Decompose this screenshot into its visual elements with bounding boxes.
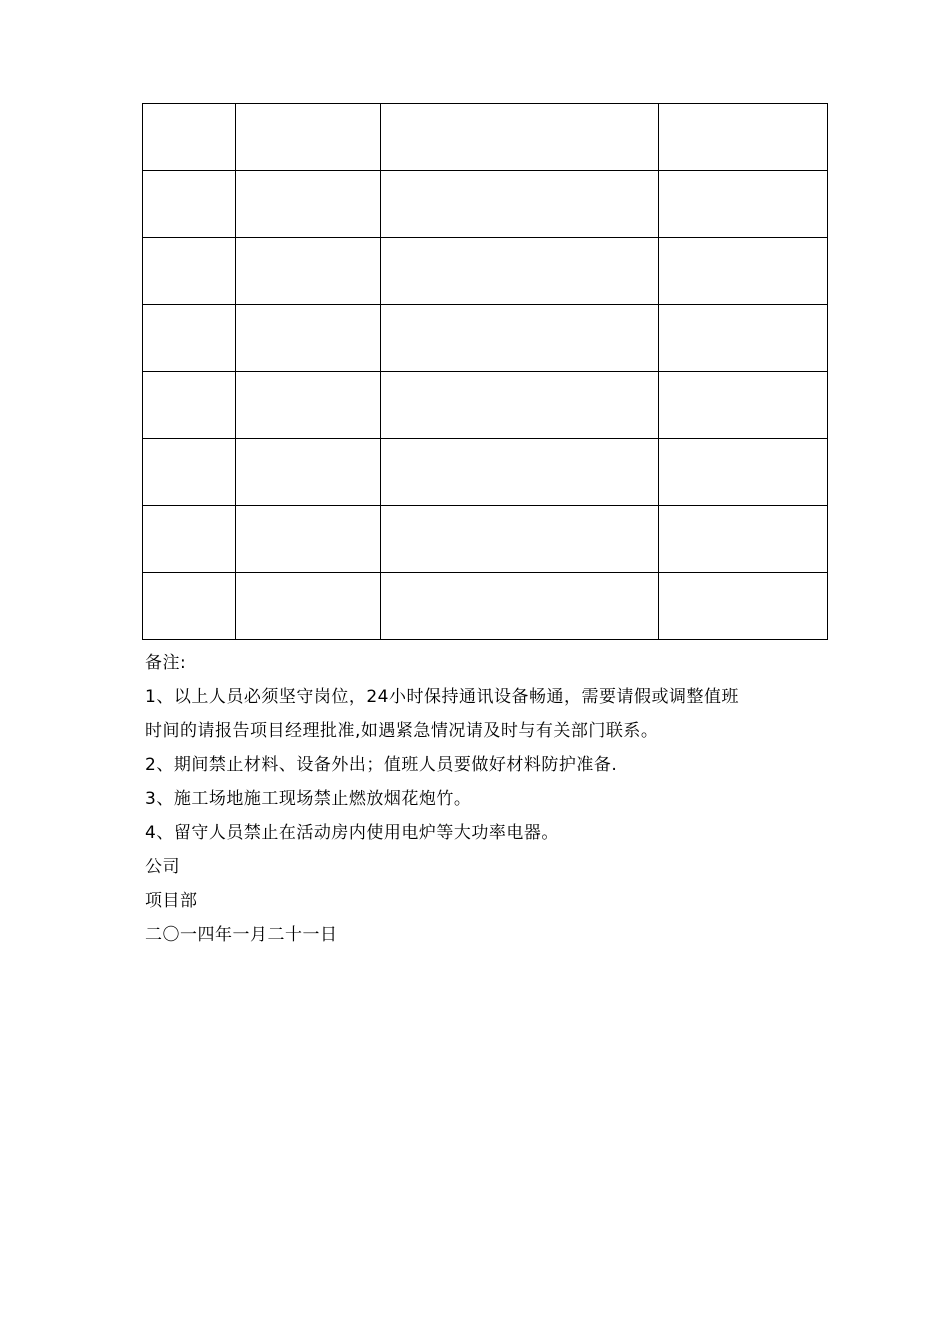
table-cell xyxy=(236,573,381,640)
table-cell xyxy=(236,439,381,506)
table-row xyxy=(143,305,828,372)
signature-date: 二〇一四年一月二十一日 xyxy=(145,925,338,945)
table-cell xyxy=(381,439,659,506)
table-cell xyxy=(381,305,659,372)
signature-department: 项目部 xyxy=(145,891,198,911)
notes-section xyxy=(145,646,835,952)
table-cell xyxy=(659,238,828,305)
table-cell xyxy=(381,372,659,439)
table-cell xyxy=(381,104,659,171)
notes-heading: 备注: xyxy=(145,653,187,673)
table-cell xyxy=(143,439,236,506)
table-cell xyxy=(381,573,659,640)
table-row xyxy=(143,439,828,506)
duty-roster-table xyxy=(142,103,828,640)
table-cell xyxy=(143,573,236,640)
table-cell xyxy=(659,305,828,372)
table-row xyxy=(143,372,828,439)
signature-company: 公司 xyxy=(145,857,180,877)
table-cell xyxy=(659,506,828,573)
table-cell xyxy=(236,305,381,372)
table-cell xyxy=(236,104,381,171)
table-cell xyxy=(236,238,381,305)
note-item-1-line-2: 时间的请报告项目经理批准,如遇紧急情况请及时与有关部门联系。 xyxy=(145,721,659,741)
note-item-1-line-1: 1、以上人员必须坚守岗位，24小时保持通讯设备畅通，需要请假或调整值班 xyxy=(145,687,739,707)
table-cell xyxy=(143,372,236,439)
table-row xyxy=(143,238,828,305)
table-row xyxy=(143,506,828,573)
table-body xyxy=(143,104,828,640)
note-item-4: 4、留守人员禁止在活动房内使用电炉等大功率电器。 xyxy=(145,823,559,843)
table-row xyxy=(143,573,828,640)
table-cell xyxy=(236,506,381,573)
note-item-3: 3、施工场地施工现场禁止燃放烟花炮竹。 xyxy=(145,789,472,809)
table-cell xyxy=(236,171,381,238)
table-cell xyxy=(143,238,236,305)
table-cell xyxy=(143,506,236,573)
table-cell xyxy=(143,305,236,372)
table-cell xyxy=(381,238,659,305)
table-cell xyxy=(659,171,828,238)
table-row xyxy=(143,104,828,171)
note-item-2: 2、期间禁止材料、设备外出；值班人员要做好材料防护准备. xyxy=(145,755,618,775)
table-cell xyxy=(659,573,828,640)
table-cell xyxy=(381,506,659,573)
table-cell xyxy=(236,372,381,439)
table-cell xyxy=(143,104,236,171)
table-cell xyxy=(659,439,828,506)
table-cell xyxy=(659,104,828,171)
table-cell xyxy=(143,171,236,238)
table-row xyxy=(143,171,828,238)
table-cell xyxy=(659,372,828,439)
table-cell xyxy=(381,171,659,238)
